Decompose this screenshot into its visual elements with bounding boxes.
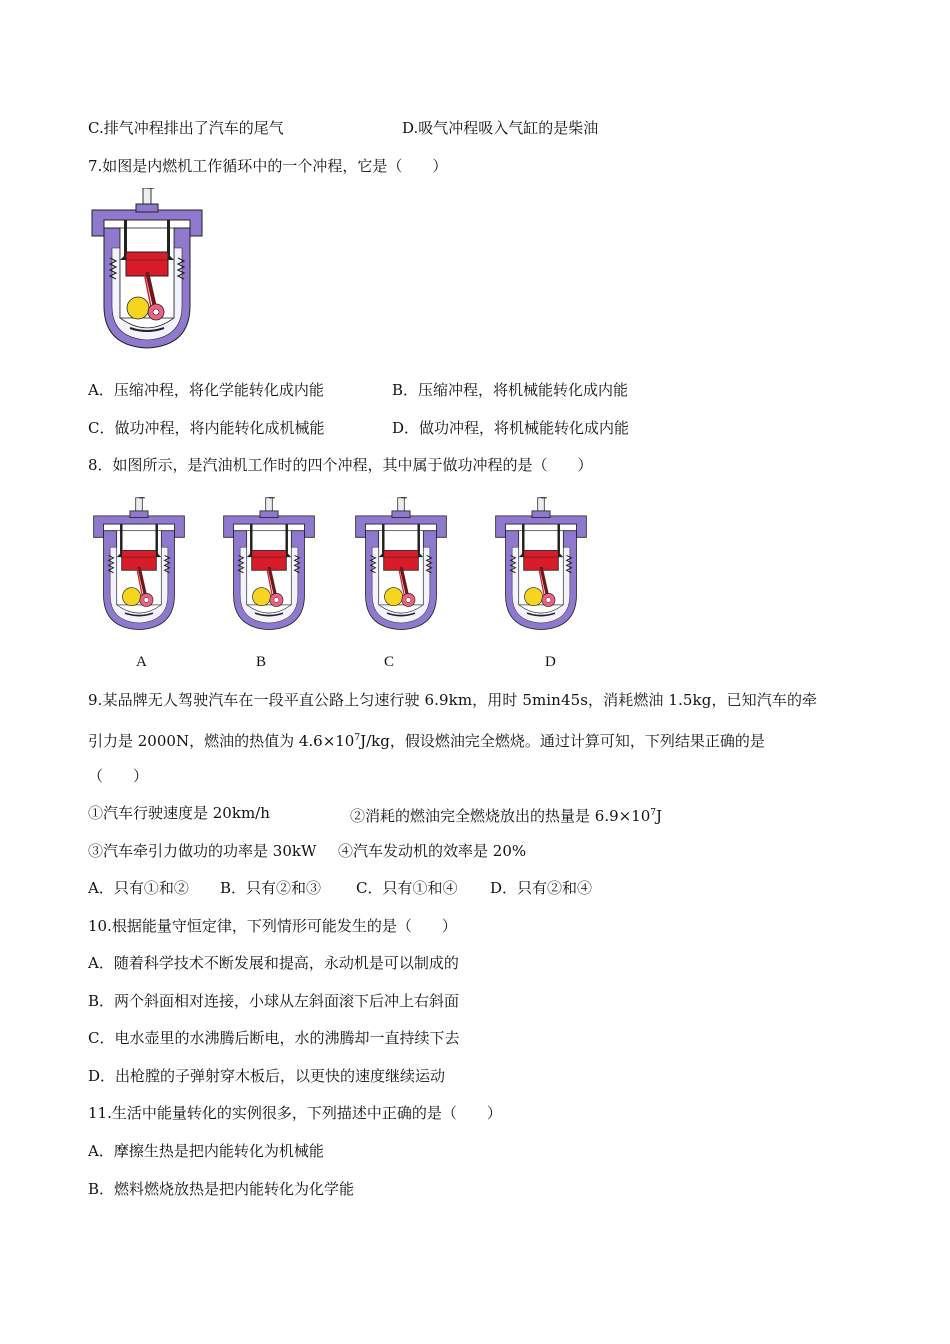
q8-engine-a [92,492,186,637]
q9-option-d: D．只有②和④ [490,879,593,897]
q9-stem-line3: （ ） [88,767,149,785]
q6-option-d: D.吸气冲程吸入气缸的是柴油 [402,119,599,137]
q8-engine-d [494,492,588,637]
q8-engine-b [222,492,316,637]
q9-statement-1: ①汽车行驶速度是 20km/h [88,804,270,822]
q8-stem: 8．如图所示，是汽油机工作时的四个冲程，其中属于做功冲程的是（ ） [88,456,593,474]
q7-option-a: A．压缩冲程，将化学能转化成内能 [88,381,324,399]
q8-label-c: C [384,654,395,670]
q8-label-d: D [545,654,556,670]
q11-option-a: A．摩擦生热是把内能转化为机械能 [88,1142,324,1160]
q10-option-d: D．出枪膛的子弹射穿木板后，以更快的速度继续运动 [88,1067,446,1085]
q9-stem-line1: 9.某品牌无人驾驶汽车在一段平直公路上匀速行驶 6.9km，用时 5min45s，消耗燃油 1.5kg，已知汽车的牵 [88,691,818,709]
q8-label-b: B [256,654,267,670]
q9-option-c: C．只有①和④ [356,879,458,897]
q10-option-a: A．随着科学技术不断发展和提高，永动机是可以制成的 [88,954,459,972]
q7-stem: 7.如图是内燃机工作循环中的一个冲程，它是（ ） [88,157,448,175]
q11-option-b: B．燃料燃烧放热是把内能转化为化学能 [88,1180,355,1198]
q9-option-b: B．只有②和③ [220,879,322,897]
q9-statement-2: ②消耗的燃油完全燃烧放出的热量是 $6.9\times 10^7J$ [350,807,663,825]
q9-stem-line2: 引力是 2000N，燃油的热值为 $4.6\times 10^7J/kg$，假设燃油完全燃烧。通过计算可知，下列结果正确的是 [88,732,765,750]
q7-option-c: C．做功冲程，将内能转化成机械能 [88,419,325,437]
q6-option-c: C.排气冲程排出了汽车的尾气 [88,119,284,137]
q8-label-a: A [136,654,147,670]
q10-option-c: C．电水壶里的水沸腾后断电，水的沸腾却一直持续下去 [88,1029,460,1047]
q8-engine-c [354,492,448,637]
q9-statement-4: ④汽车发动机的效率是 20% [338,842,527,860]
q10-option-b: B．两个斜面相对连接，小球从左斜面滚下后冲上右斜面 [88,992,460,1010]
q7-option-d: D．做功冲程，将机械能转化成内能 [392,419,630,437]
q7-engine-figure [90,188,204,350]
q9-option-a: A．只有①和② [88,879,189,897]
q11-stem: 11.生活中能量转化的实例很多，下列描述中正确的是（ ） [88,1104,502,1122]
q9-statement-3: ③汽车牵引力做功的功率是 30kW [88,842,317,860]
q10-stem: 10.根据能量守恒定律，下列情形可能发生的是（ ） [88,917,457,935]
q7-option-b: B．压缩冲程，将机械能转化成内能 [392,381,629,399]
